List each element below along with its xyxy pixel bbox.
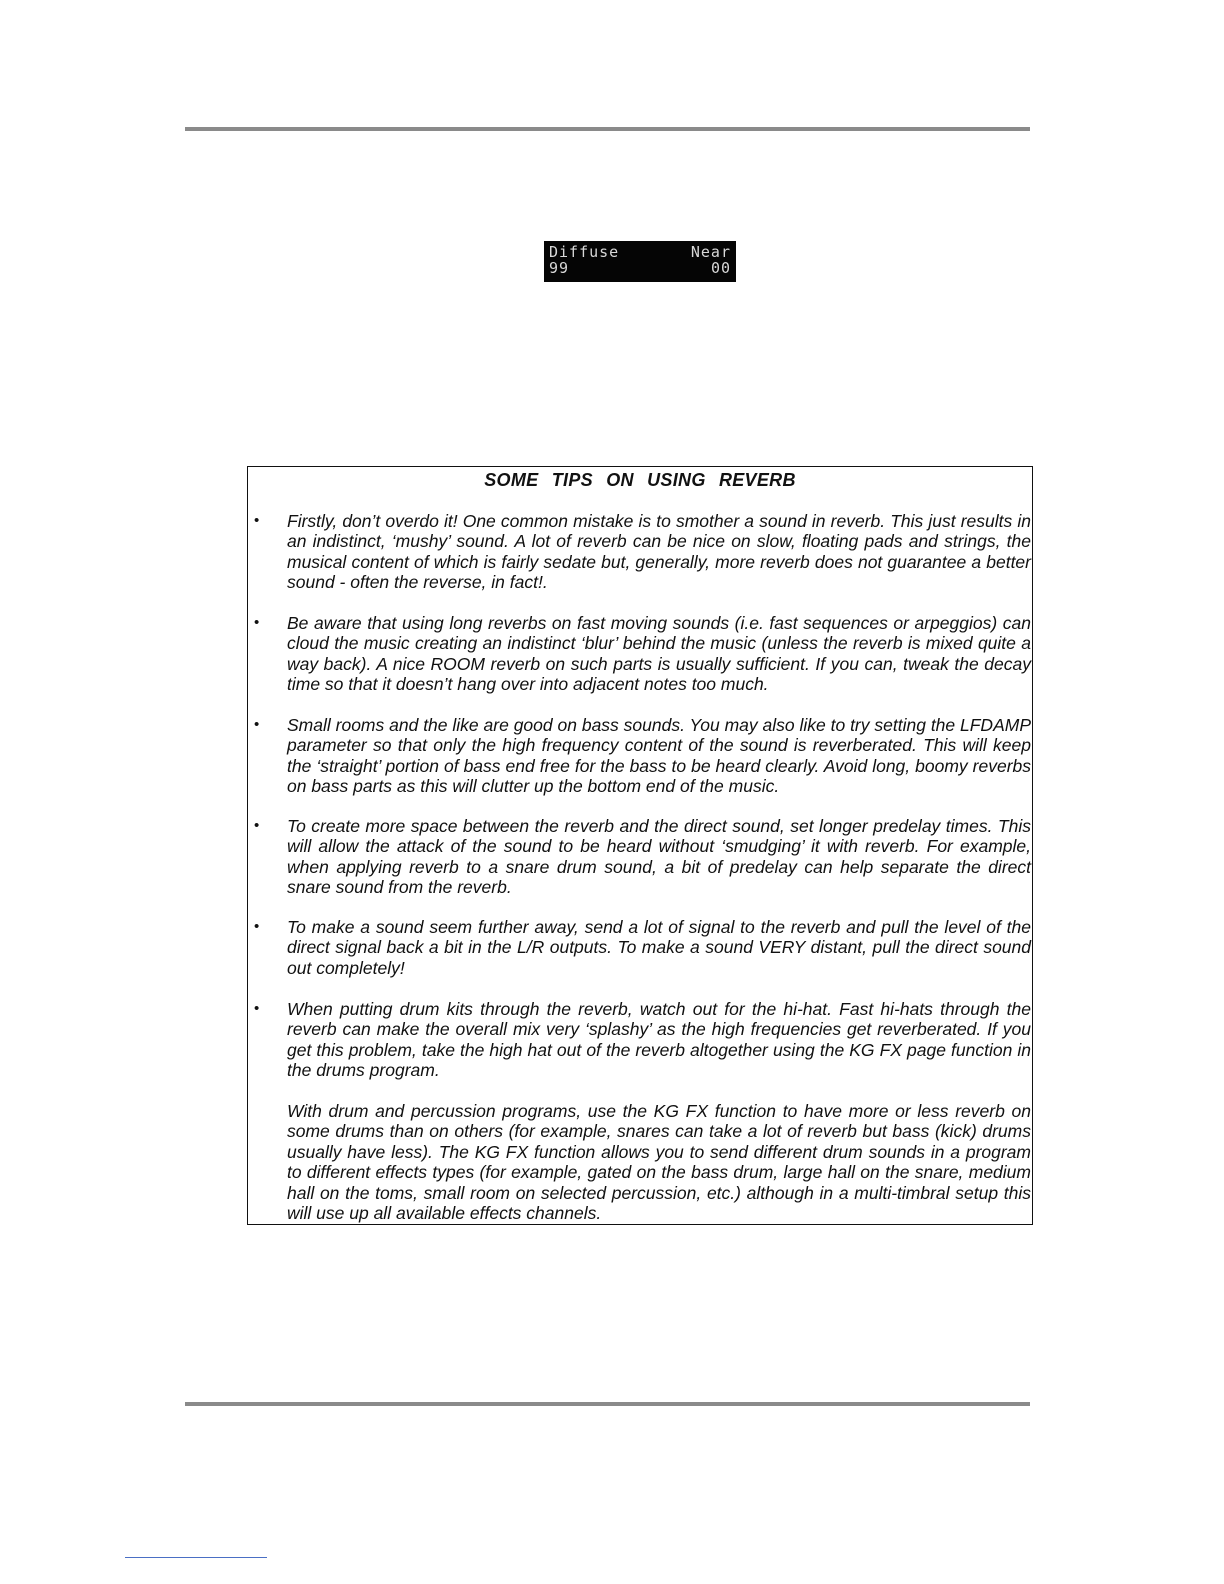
lcd-param-near-label: Near bbox=[690, 243, 731, 261]
lcd-param-near-value: 00 bbox=[710, 259, 731, 277]
bullet-icon: • bbox=[254, 614, 260, 631]
lcd-param-diffuse-label: Diffuse bbox=[549, 243, 620, 261]
tip-text: With drum and percussion programs, use the KG FX function to have more or less reverb on some drums than on others (for example, snares can take a lot of reverb but bass (kick) drums usually have less). The KG FX function allows you to send different drum sounds in a program to different effects types (for example, gated on the bass drum, large hall on the snare, medium hall on the toms, small room on selected percussion, etc.) although in a multi-timbral setup this will use up all available effects channels. bbox=[287, 1101, 1031, 1224]
reverb-tips-box bbox=[247, 466, 1033, 1225]
lcd-display bbox=[544, 241, 736, 282]
tips-title: SOME TIPS ON USING REVERB bbox=[484, 470, 796, 490]
tip-item bbox=[248, 715, 1032, 797]
tips-closing-paragraph bbox=[248, 1101, 1032, 1223]
bullet-icon: • bbox=[254, 716, 260, 733]
tip-item bbox=[248, 816, 1032, 898]
lcd-row-1 bbox=[549, 244, 731, 260]
tip-text: Firstly, don’t overdo it! One common mistake is to smother a sound in reverb. This just results in an indistinct, ‘mushy’ sound. A lot of reverb can be nice on slow, floating pads and strings, the musical content of which is fairly sedate but, generally, more reverb does not guarantee a better sound - often the reverse, in fact!. bbox=[287, 511, 1031, 593]
lcd-row-2 bbox=[549, 260, 731, 276]
footer-link-underline bbox=[125, 1557, 267, 1558]
bullet-icon: • bbox=[254, 1000, 260, 1017]
footer-rule bbox=[185, 1402, 1030, 1406]
lcd-param-diffuse-value: 99 bbox=[549, 259, 570, 277]
tip-text: Small rooms and the like are good on bass sounds. You may also like to try setting the LFDAMP parameter so that only the high frequency content of the sound is reverberated. This will keep the ‘straight’ portion of bass end free for the bass to be heard clearly. Avoid long, boomy reverbs on bass parts as this will clutter up the bottom end of the music. bbox=[287, 715, 1031, 797]
tip-text: To make a sound seem further away, send a lot of signal to the reverb and pull the level of the direct signal back a bit in the L/R outputs. To make a sound VERY distant, pull the direct sound out completely! bbox=[287, 917, 1031, 978]
tip-text: When putting drum kits through the reverb, watch out for the hi-hat. Fast hi-hats through the reverb can make the overall mix very ‘splashy’ as the high frequencies get reverberated. If you get this problem, take the high hat out of the reverb altogether using the KG FX page function in the drums program. bbox=[287, 999, 1031, 1081]
tip-text: Be aware that using long reverbs on fast moving sounds (i.e. fast sequences or arpeggios) can cloud the music creating an indistinct ‘blur’ behind the music (unless the reverb is mixed quite a way back). A nice ROOM reverb on such parts is usually sufficient. If you can, tweak the decay time so that it doesn’t hang over into adjacent notes too much. bbox=[287, 613, 1031, 695]
bullet-icon: • bbox=[254, 512, 260, 529]
tip-item bbox=[248, 999, 1032, 1081]
bullet-icon: • bbox=[254, 817, 260, 834]
tip-item bbox=[248, 917, 1032, 978]
tip-text: To create more space between the reverb and the direct sound, set longer predelay times. This will allow the attack of the sound to be heard without ‘smudging’ it with reverb. For example, when applying reverb to a snare drum sound, a bit of predelay can help separate the direct snare sound from the reverb. bbox=[287, 816, 1031, 898]
bullet-icon: • bbox=[254, 918, 260, 935]
tip-item bbox=[248, 511, 1032, 593]
tip-item bbox=[248, 613, 1032, 695]
header-rule bbox=[185, 127, 1030, 131]
